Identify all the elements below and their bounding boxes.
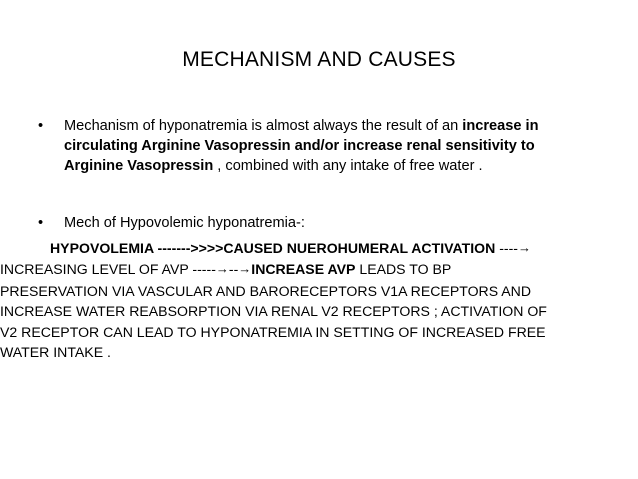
paragraph-line-1: HYPOVOLEMIA ------->>>>CAUSED NUEROHUMERAL ACTIVATION ----→ [38, 238, 618, 259]
paragraph-line-3: PRESERVATION VIA VASCULAR AND BARORECEPTORS V1A RECEPTORS AND [0, 282, 532, 299]
hypovolemia-flow: HYPOVOLEMIA ------->>>> [50, 240, 224, 256]
paragraph-line-4: INCREASE WATER REABSORPTION VIA RENAL V2 RECEPTORS ; ACTIVATION OF [0, 303, 547, 320]
paragraph-line-5: V2 RECEPTOR CAN LEAD TO HYPONATREMIA IN SETTING OF INCREASED FREE [0, 323, 546, 340]
bullet-mechanism-line2: circulating Arginine Vasopressin and/or increase renal sensitivity to [64, 138, 535, 154]
bullet-mechanism-text [64, 116, 624, 176]
bullet-mechanism-line1-bold: increase in [462, 118, 539, 134]
paragraph-line-2: INCREASING LEVEL OF AVP -----→--→INCREASE AVP LEADS TO BP [0, 259, 618, 280]
bullet-hypovolemic-text: Mech of Hypovolemic hyponatremia-: [64, 215, 305, 231]
arrow-icon: → [518, 240, 531, 255]
bullet-mechanism-line3-bold: Arginine Vasopressin [64, 158, 214, 174]
bullet-dot: • [38, 118, 44, 134]
arrow-icon: → [215, 261, 229, 277]
paragraph-line-6: WATER INTAKE . [0, 344, 111, 361]
slide-title: MECHANISM AND CAUSES [182, 48, 456, 71]
bullet-dot: • [38, 215, 44, 231]
arrow-icon: → [238, 261, 252, 277]
bullet-mechanism-line1: Mechanism of hyponatremia is almost always the result of an [64, 118, 463, 134]
neurohumeral-activation: CAUSED NUEROHUMERAL ACTIVATION [223, 240, 496, 256]
hypovolemia-paragraph [0, 238, 618, 362]
increase-avp: INCREASE AVP [251, 261, 356, 278]
bullet-mechanism-line3: , combined with any intake of free water . [213, 158, 483, 174]
